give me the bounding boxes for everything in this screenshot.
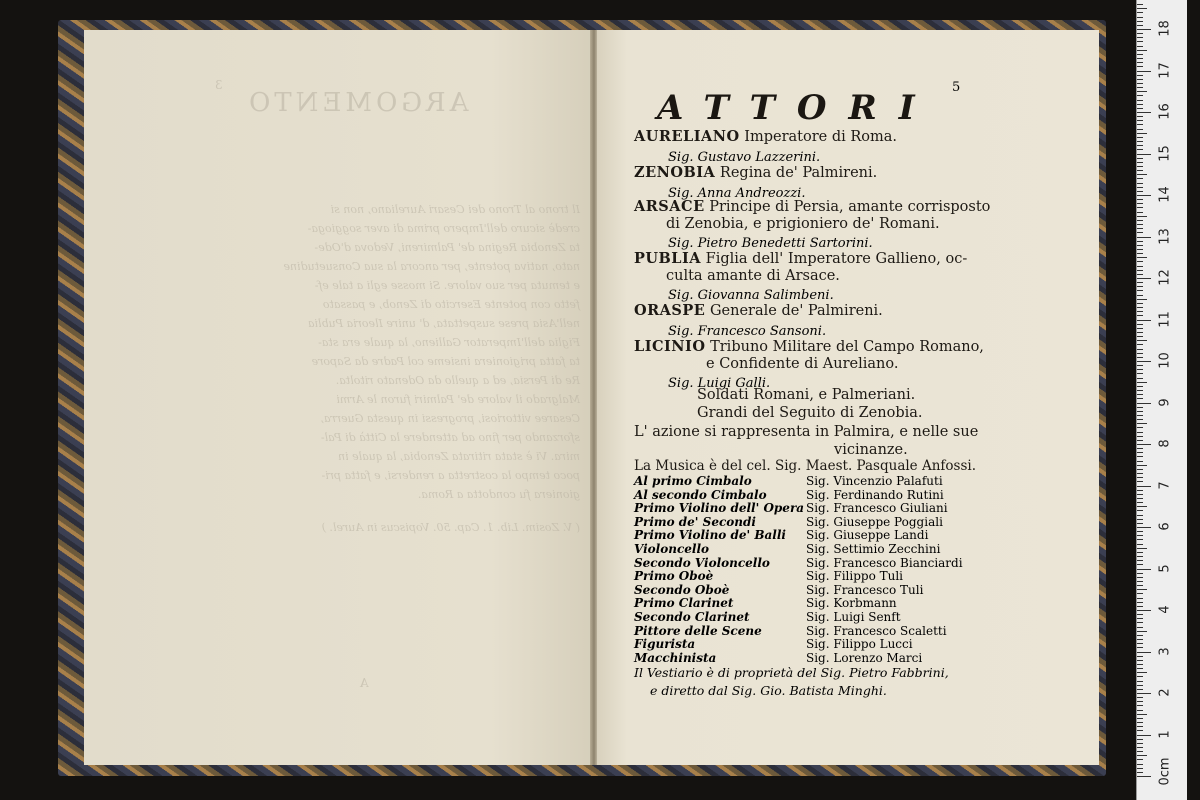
ruler-tick — [1137, 618, 1143, 619]
ruler-tick — [1137, 427, 1143, 428]
ruler-tick — [1137, 490, 1143, 491]
ruler-tick — [1137, 307, 1143, 308]
ruler-tick — [1137, 178, 1143, 179]
ruler-tick — [1137, 768, 1143, 769]
ruler-tick — [1137, 498, 1143, 499]
ruler-tick — [1137, 149, 1143, 150]
orchestra-role: Primo Violino de' Balli — [634, 528, 786, 543]
ruler-tick — [1137, 469, 1143, 470]
character-name: LICINIO — [634, 338, 706, 355]
ghost-page-number: 3 — [215, 78, 223, 92]
ruler-tick — [1137, 162, 1143, 163]
ruler-tick — [1137, 515, 1143, 516]
orchestra-performer: Sig. Ferdinando Rutini — [806, 487, 944, 502]
ruler-tick — [1137, 681, 1143, 682]
ruler-tick — [1137, 340, 1147, 341]
ruler-number: 4 — [1157, 605, 1173, 614]
ruler-tick — [1137, 290, 1143, 291]
orchestra-performer: Sig. Filippo Tuli — [806, 569, 904, 584]
character-name: AURELIANO — [634, 128, 740, 145]
orchestra-role: Primo Violino dell' Opera — [634, 501, 805, 516]
singer-name: Sig. Giovanna Salimbeni. — [668, 288, 834, 303]
ruler-tick — [1137, 108, 1143, 109]
ruler-tick — [1137, 502, 1143, 503]
ruler-tick — [1137, 124, 1143, 125]
ruler-tick — [1137, 170, 1143, 171]
ruler-tick — [1137, 62, 1143, 63]
singer-name: Sig. Gustavo Lazzerini. — [668, 150, 821, 165]
ruler-number: 8 — [1157, 439, 1173, 448]
ruler-tick — [1137, 216, 1147, 217]
ruler-tick — [1137, 87, 1143, 88]
ruler-tick — [1137, 12, 1143, 13]
ghost-text-line: mira. Vi è stata ritirata Zenobia, la quale in — [338, 450, 580, 463]
scene-line: L' azione si rappresenta in Palmira, e nelle sue — [634, 424, 979, 440]
ruler-tick — [1137, 21, 1143, 22]
ruler-tick — [1137, 755, 1147, 756]
ruler-tick — [1137, 627, 1143, 628]
ruler-tick — [1137, 174, 1147, 175]
ruler-tick — [1137, 772, 1143, 773]
ruler-tick — [1137, 552, 1143, 553]
ruler-tick — [1137, 286, 1143, 287]
ruler-tick — [1137, 50, 1147, 51]
ruler-tick — [1137, 166, 1143, 167]
ruler-tick — [1137, 75, 1143, 76]
ruler-tick — [1137, 539, 1143, 540]
ruler-tick — [1137, 207, 1143, 208]
ruler-tick — [1137, 253, 1143, 254]
ruler-tick — [1137, 369, 1143, 370]
ruler-tick — [1137, 361, 1151, 362]
ruler-tick — [1137, 278, 1151, 279]
ruler-tick — [1137, 473, 1143, 474]
ruler-tick — [1137, 697, 1143, 698]
ruler-tick — [1137, 718, 1143, 719]
cast-member — [634, 198, 990, 215]
ruler-tick — [1137, 444, 1151, 445]
ruler-tick — [1137, 481, 1143, 482]
cast-member — [634, 338, 984, 355]
ruler-number: 6 — [1157, 522, 1173, 531]
ruler-tick — [1137, 660, 1143, 661]
ruler-tick — [1137, 315, 1143, 316]
ruler-tick — [1137, 311, 1143, 312]
character-description: Generale de' Palmireni. — [709, 303, 883, 319]
ruler-tick — [1137, 486, 1151, 487]
ruler-tick — [1137, 58, 1143, 59]
cast-member — [634, 164, 877, 181]
ruler-tick — [1137, 647, 1143, 648]
ruler-number: 11 — [1157, 310, 1173, 328]
ruler-tick — [1137, 577, 1143, 578]
orchestra-role: Figurista — [634, 637, 696, 652]
ghost-text-block — [200, 200, 580, 537]
ruler-tick — [1137, 241, 1143, 242]
ruler-number: 14 — [1157, 186, 1173, 203]
ruler-tick — [1137, 199, 1143, 200]
ruler-tick — [1137, 701, 1143, 702]
ruler-tick — [1137, 95, 1143, 96]
ghost-title: ARGOMENTO — [245, 88, 469, 118]
ruler-tick — [1137, 456, 1143, 457]
ruler-tick — [1137, 398, 1143, 399]
ruler-tick — [1137, 519, 1143, 520]
ruler-tick — [1137, 643, 1143, 644]
ruler-tick — [1137, 224, 1143, 225]
ruler-tick — [1137, 349, 1143, 350]
ruler-number: 18 — [1157, 20, 1173, 37]
ruler-tick — [1137, 41, 1143, 42]
orchestra-role: Macchinista — [634, 650, 717, 665]
ghost-text-line: fetto con potente Esercito di Zenob, e passato — [322, 298, 580, 311]
singer-name: Sig. Luigi Galli. — [668, 376, 771, 391]
orchestra-performer: Sig. Korbmann — [806, 596, 897, 611]
ruler-tick — [1137, 739, 1143, 740]
ruler-number: 1 — [1157, 729, 1173, 739]
ruler-tick — [1137, 764, 1143, 765]
ruler-number: 15 — [1157, 144, 1173, 162]
character-description-cont: e Confidente di Aureliano. — [706, 356, 899, 372]
ruler-tick — [1137, 664, 1143, 665]
ruler-tick — [1137, 295, 1143, 296]
ruler-tick — [1137, 158, 1143, 159]
character-description-cont: culta amante di Arsace. — [666, 268, 840, 284]
ghost-text-line: credè sicuro dell'Impero prima di aver soggioga- — [307, 222, 580, 235]
ruler-tick — [1137, 477, 1143, 478]
ruler-tick — [1137, 415, 1143, 416]
ruler-number: 12 — [1157, 269, 1173, 286]
ruler-tick — [1137, 299, 1147, 300]
ghost-signature: A — [360, 676, 369, 690]
ruler-number: 17 — [1157, 61, 1173, 79]
ruler-tick — [1137, 353, 1143, 354]
ruler-number: 16 — [1157, 103, 1173, 120]
music-line: La Musica è del cel. Sig. Maest. Pasquale Anfossi. — [634, 458, 976, 474]
ruler-tick — [1137, 689, 1143, 690]
ruler-tick — [1137, 8, 1147, 9]
ruler-tick — [1137, 212, 1143, 213]
character-description: Tribuno Militare del Campo Romano, — [710, 339, 984, 355]
character-description: Imperatore di Roma. — [744, 129, 898, 145]
ruler-tick — [1137, 365, 1143, 366]
ruler-tick — [1137, 494, 1143, 495]
ruler-tick — [1137, 685, 1143, 686]
page-number: 5 — [952, 80, 961, 95]
ruler-tick — [1137, 17, 1143, 18]
ruler-tick — [1137, 245, 1143, 246]
ruler-tick — [1137, 133, 1147, 134]
ruler-tick — [1137, 747, 1143, 748]
ruler-tick — [1137, 602, 1143, 603]
ruler-tick — [1137, 759, 1143, 760]
orchestra-performer: Sig. Vincenzio Palafuti — [806, 474, 943, 488]
ruler-tick — [1137, 672, 1147, 673]
ruler-tick — [1137, 440, 1143, 441]
ruler-tick — [1137, 145, 1143, 146]
orchestra-role: Al secondo Cimbalo — [634, 487, 767, 502]
ruler-tick — [1137, 510, 1143, 511]
ruler-tick — [1137, 261, 1143, 262]
ruler-tick — [1137, 320, 1151, 321]
ruler-tick — [1137, 407, 1143, 408]
ruler-tick — [1137, 448, 1143, 449]
ruler-tick — [1137, 531, 1143, 532]
orchestra-performer: Sig. Settimio Zecchini — [806, 542, 941, 556]
orchestra-role: Secondo Clarinet — [634, 610, 750, 624]
ruler-tick — [1137, 589, 1147, 590]
orchestra-performer: Sig. Francesco Scaletti — [806, 623, 947, 638]
ruler-tick — [1137, 357, 1143, 358]
ruler-tick — [1137, 432, 1143, 433]
ruler-tick — [1137, 506, 1147, 507]
ruler-tick — [1137, 228, 1143, 229]
ruler-tick — [1137, 373, 1143, 374]
ruler-tick — [1137, 303, 1143, 304]
orchestra-role: Primo Oboè — [634, 569, 714, 584]
ruler-tick — [1137, 544, 1143, 545]
ruler-tick — [1137, 776, 1151, 777]
orchestra-performer: Sig. Luigi Senft — [806, 610, 901, 624]
ruler-tick — [1137, 154, 1151, 155]
ruler-tick — [1137, 141, 1143, 142]
ghost-text-line: ta Zenobia Regina de' Palmireni, Vedova d'Ode- — [314, 241, 580, 254]
orchestra-performer: Sig. Francesco Tuli — [806, 582, 924, 597]
ghost-text-line: Re di Persia, ed a quello da Odenato ritolta. — [335, 374, 580, 387]
ruler-tick — [1137, 693, 1151, 694]
singer-name: Sig. Pietro Benedetti Sartorini. — [668, 236, 873, 251]
extras-line: Soldati Romani, e Palmeriani. — [697, 387, 916, 403]
ruler-tick — [1137, 743, 1143, 744]
ruler-tick — [1137, 622, 1143, 623]
ruler-tick — [1137, 266, 1143, 267]
ruler-number: 7 — [1157, 480, 1173, 490]
ruler-tick — [1137, 656, 1143, 657]
ruler-tick — [1137, 705, 1143, 706]
ruler-tick — [1137, 71, 1151, 72]
ruler-tick — [1137, 249, 1143, 250]
ruler-number: 13 — [1157, 227, 1173, 245]
ruler-tick — [1137, 104, 1143, 105]
orchestra-role: Secondo Violoncello — [634, 555, 770, 570]
ruler-tick — [1137, 606, 1143, 607]
ghost-text-line: Il trono al Trono dei Cesari Aureliano, non si — [330, 203, 580, 216]
ruler-tick — [1137, 631, 1147, 632]
ruler-tick — [1137, 195, 1151, 196]
page-title: ATTORI — [657, 88, 937, 128]
ruler-tick — [1137, 523, 1143, 524]
ghost-text-line: nell'Asia prese suspettata, d' unire Ileoria Publia — [307, 317, 580, 330]
ruler-tick — [1137, 324, 1143, 325]
ruler-tick — [1137, 378, 1143, 379]
ruler-tick — [1137, 461, 1143, 462]
ruler-tick — [1137, 386, 1143, 387]
ghost-text-line: ta fatta prigioniera insieme col Padre da Sapore — [311, 355, 580, 368]
orchestra-role: Secondo Oboè — [634, 582, 730, 597]
orchestra-performer: Sig. Giuseppe Poggiali — [806, 514, 943, 529]
ruler-tick — [1137, 220, 1143, 221]
ruler-tick — [1137, 411, 1143, 412]
footer-line: Il Vestiario è di proprietà del Sig. Pietro Fabbrini, — [634, 665, 949, 680]
ruler-tick — [1137, 129, 1143, 130]
ruler-tick — [1137, 187, 1143, 188]
orchestra-role: Violoncello — [634, 542, 710, 556]
ruler-tick — [1137, 535, 1143, 536]
ruler-tick — [1137, 676, 1143, 677]
ruler-tick — [1137, 726, 1143, 727]
ruler-tick — [1137, 573, 1143, 574]
ruler-tick — [1137, 83, 1143, 84]
ruler-tick — [1137, 714, 1147, 715]
ruler-number: 2 — [1157, 688, 1173, 697]
ruler-tick — [1137, 270, 1143, 271]
ruler-tick — [1137, 598, 1143, 599]
ruler-tick — [1137, 751, 1143, 752]
ruler-tick — [1137, 79, 1143, 80]
ruler-tick — [1137, 465, 1147, 466]
ruler-tick — [1137, 4, 1143, 5]
ruler-tick — [1137, 137, 1143, 138]
ruler-tick — [1137, 232, 1143, 233]
ruler-tick — [1137, 585, 1143, 586]
orchestra-performer: Sig. Filippo Lucci — [806, 637, 913, 652]
measuring-ruler — [1136, 0, 1187, 800]
ruler-number: 10 — [1157, 352, 1173, 369]
ruler-tick — [1137, 569, 1151, 570]
ruler-tick — [1137, 548, 1147, 549]
ruler-tick — [1137, 560, 1143, 561]
ruler-tick — [1137, 730, 1143, 731]
ruler-tick — [1137, 527, 1151, 528]
ruler-tick — [1137, 419, 1143, 420]
ghost-text-line: Malgrado il valore de' Palmiri furon le Armi — [336, 393, 580, 406]
ruler-tick — [1137, 668, 1143, 669]
ruler-tick — [1137, 46, 1143, 47]
orchestra-role: Al primo Cimbalo — [634, 474, 752, 488]
ruler-tick — [1137, 556, 1143, 557]
ruler-number: 5 — [1157, 563, 1173, 573]
extras-line: Grandi del Seguito di Zenobia. — [697, 405, 923, 421]
ruler-tick — [1137, 722, 1143, 723]
orchestra-role: Primo de' Secondi — [634, 514, 756, 529]
ruler-tick — [1137, 735, 1151, 736]
ruler-tick — [1137, 710, 1143, 711]
ruler-tick — [1137, 116, 1143, 117]
orchestra-performer: Sig. Francesco Bianciardi — [806, 555, 963, 570]
ruler-tick — [1137, 652, 1151, 653]
ruler-tick — [1137, 274, 1143, 275]
ruler-tick — [1137, 564, 1143, 565]
ruler-tick — [1137, 593, 1143, 594]
ruler-tick — [1137, 203, 1143, 204]
character-name: ARSACE — [634, 198, 705, 215]
ruler-tick — [1137, 120, 1143, 121]
ruler-tick — [1137, 91, 1147, 92]
ruler-tick — [1137, 610, 1151, 611]
ghost-text-line: Figlia dell'Imperator Gallieno, la quale era sta- — [318, 336, 580, 349]
orchestra-performer: Sig. Lorenzo Marci — [806, 650, 923, 665]
ruler-tick — [1137, 452, 1143, 453]
ruler-tick — [1137, 344, 1143, 345]
ruler-tick — [1137, 37, 1143, 38]
ruler-tick — [1137, 33, 1143, 34]
ruler-tick — [1137, 282, 1143, 283]
character-name: PUBLIA — [634, 250, 702, 267]
ghost-text-line: Cesaree vittoriosi, progressi in questa Guerra, — [320, 412, 580, 425]
ruler-tick — [1137, 237, 1151, 238]
orchestra-role: Primo Clarinet — [634, 596, 734, 611]
footer-line: e diretto dal Sig. Gio. Batista Minghi. — [650, 683, 887, 698]
ruler-tick — [1137, 29, 1151, 30]
ruler-tick — [1137, 183, 1143, 184]
ruler-number: 3 — [1157, 646, 1173, 656]
ghost-text-line: nato, nativa potente, per ancora la sua Consuetudine — [283, 260, 580, 273]
character-name: ORASPE — [634, 302, 706, 319]
ruler-tick — [1137, 25, 1143, 26]
singer-name: Sig. Anna Andreozzi. — [668, 186, 806, 201]
character-description: Figlia dell' Imperatore Gallieno, oc- — [705, 251, 968, 267]
character-description: Principe di Persia, amante corrisposto — [709, 199, 991, 215]
ruler-tick — [1137, 635, 1143, 636]
ruler-tick — [1137, 423, 1147, 424]
ghost-text-line: gioniera fu condotta a Roma. — [417, 488, 580, 501]
ruler-tick — [1137, 191, 1143, 192]
character-description-cont: di Zenobia, e prigioniero de' Romani. — [666, 216, 940, 232]
ruler-tick — [1137, 257, 1147, 258]
ruler-tick — [1137, 581, 1143, 582]
ghost-text-line: e temuta per suo valore. Si mosse egli a tale ef- — [314, 279, 580, 292]
ruler-number: 0cm — [1157, 757, 1173, 786]
cast-member — [634, 302, 883, 319]
ruler-number: 9 — [1157, 397, 1173, 407]
ruler-tick — [1137, 639, 1143, 640]
ruler-tick — [1137, 436, 1143, 437]
ruler-tick — [1137, 66, 1143, 67]
singer-name: Sig. Francesco Sansoni. — [668, 324, 827, 339]
ruler-tick — [1137, 336, 1143, 337]
ghost-text-line: poco tempo la costretta a rendersi, e fatta pri- — [321, 469, 580, 482]
ruler-tick — [1137, 394, 1143, 395]
cast-member — [634, 250, 967, 267]
ghost-text-line: sforzando per fino ad attendere la Città di Pal- — [320, 431, 580, 444]
ruler-tick — [1137, 328, 1143, 329]
character-description: Regina de' Palmireni. — [719, 165, 878, 181]
ruler-tick — [1137, 112, 1151, 113]
orchestra-performer: Sig. Giuseppe Landi — [806, 528, 929, 543]
scene-line: vicinanze. — [834, 442, 908, 458]
ruler-tick — [1137, 54, 1143, 55]
ruler-tick — [1137, 614, 1143, 615]
ghost-citation: ( V. Zosim. Lib. 1. Cap. 50. Vopiscus in Aurel. ) — [321, 521, 580, 534]
orchestra-role: Pittore delle Scene — [634, 623, 762, 638]
ruler-tick — [1137, 403, 1151, 404]
cast-member — [634, 128, 897, 145]
ruler-tick — [1137, 332, 1143, 333]
character-name: ZENOBIA — [634, 164, 716, 181]
orchestra-performer: Sig. Francesco Giuliani — [806, 501, 948, 516]
ruler-tick — [1137, 382, 1147, 383]
ruler-tick — [1137, 390, 1143, 391]
ruler-tick — [1137, 100, 1143, 101]
